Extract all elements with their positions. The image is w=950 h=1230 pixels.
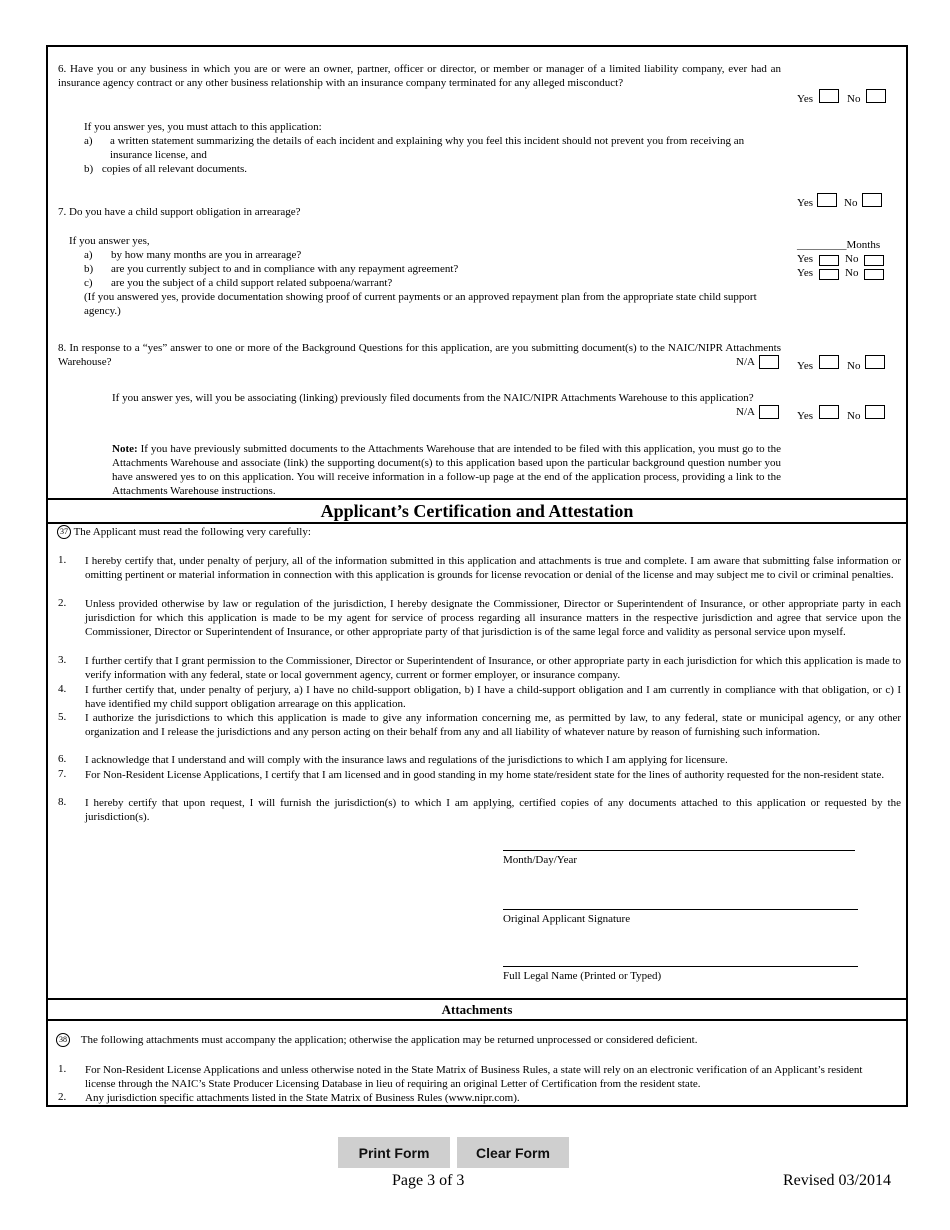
q6-item-b bbox=[84, 162, 247, 176]
page-number: Page 3 of 3 bbox=[392, 1172, 465, 1189]
cert-item-6: 6. I acknowledge that I understand and will comply with the insurance laws and regulations of the jurisdictions to which I am applying for licensure. bbox=[58, 753, 728, 766]
certification-title: Applicant’s Certification and Attestation bbox=[320, 501, 634, 521]
attachments-intro-text: The following attachments must accompany the application; otherwise the application may be returned unprocessed or considered deficient. bbox=[80, 1034, 698, 1046]
q7c-no-label: No bbox=[845, 267, 859, 279]
q8-sub-na-label: N/A bbox=[736, 406, 755, 418]
q6-question bbox=[58, 62, 781, 90]
revision-date: Revised 03/2014 bbox=[783, 1172, 891, 1189]
q7b-no-label: No bbox=[845, 253, 859, 265]
q7-no-label: No bbox=[844, 197, 858, 209]
attachment-item-1: 1. For Non-Resident License Applications and unless otherwise noted in the State Matrix of Business Rules, a state will rely on an electronic verification of an Applicant’s resident license through the NAIC’s State Producer Licensing Database in lieu of requiring an original Letter of Certification from the resident state. bbox=[58, 1063, 863, 1090]
q8-sub-yes-label: Yes bbox=[797, 410, 814, 422]
q8-question: 8. In response to a “yes” answer to one or more of the Background Questions for this application, are you submitting document(s) to the NAIC/NIPR Attachments Warehouse? bbox=[58, 342, 781, 368]
q6-no-checkbox[interactable] bbox=[866, 89, 886, 103]
q7-yes-checkbox[interactable] bbox=[817, 193, 837, 207]
q7-months-blank: _________ bbox=[797, 239, 847, 251]
cert-item-5: 5. I authorize the jurisdictions to which this application is made to give any information concerning me, as permitted by law, to any federal, state or municipal agency, or any other organization and I release the jurisdictions and any person acting on their behalf from any and all liability of whatever nature by reason of furnishing such information. bbox=[58, 711, 901, 738]
q7b-yes-checkbox[interactable] bbox=[819, 255, 839, 266]
date-line[interactable] bbox=[503, 850, 855, 851]
q7-c-label: c) bbox=[84, 277, 93, 289]
q6-text: Have you or any business in which you are or were an owner, partner, officer or director, or member or manager of a limited liability company, ever had an insurance agency contract or any other business relationship with an insurance company terminated for any alleged misconduct? bbox=[58, 63, 781, 89]
q7-if-yes: If you answer yes, bbox=[69, 235, 150, 247]
cert-item-1: 1. I hereby certify that, under penalty of perjury, all of the information submitted in this application and attachments is true and complete. I am aware that submitting false information or omitting pertinent or material information in connection with this application is grounds for license revocation or denial of the license and may subject me to civil or criminal penalties. bbox=[58, 554, 901, 581]
certification-intro bbox=[57, 525, 311, 539]
q7-months-field[interactable] bbox=[797, 238, 880, 252]
q7-a-text: by how many months are you in arrearage? bbox=[111, 249, 302, 261]
signature-label: Original Applicant Signature bbox=[503, 913, 631, 925]
q8-no-label: No bbox=[847, 360, 861, 372]
signature-line[interactable] bbox=[503, 909, 858, 910]
attachments-title: Attachments bbox=[441, 1002, 513, 1017]
q7c-yes-checkbox[interactable] bbox=[819, 269, 839, 280]
cert-item-8: 8. I hereby certify that upon request, I will furnish the jurisdiction(s) to which I am applying, certified copies of any documents attached to this application or requested by the jurisdiction(s). bbox=[58, 796, 901, 823]
q8-na-checkbox[interactable] bbox=[759, 355, 779, 369]
certification-bottom-rule bbox=[48, 522, 906, 524]
section-38-marker: 38 bbox=[56, 1033, 70, 1047]
q7-months-label: Months bbox=[846, 239, 881, 251]
q6-b-label: b) bbox=[84, 163, 94, 175]
q8-yes-label: Yes bbox=[797, 360, 814, 372]
q7-note: (If you answered yes, provide documentation showing proof of current payments or an approved repayment plan from the appropriate state child support agency.) bbox=[84, 291, 757, 317]
q8-sub-question: If you answer yes, will you be associating (linking) previously filed documents from the NAIC/NIPR Attachments Warehouse to this application? bbox=[112, 392, 754, 404]
q8-sub-no-label: No bbox=[847, 410, 861, 422]
cert-item-4: 4. I further certify that, under penalty of perjury, a) I have no child-support obligation, b) I have a child-support obligation and I am currently in compliance with that obligation, or c) I have identified my child support obligation arrearage on this application. bbox=[58, 683, 901, 710]
q7c-yes-label: Yes bbox=[797, 267, 814, 279]
q8-sub-no-checkbox[interactable] bbox=[865, 405, 885, 419]
q6-a-text: a written statement summarizing the details of each incident and explaining why you feel this incident should not prevent you from receiving an insurance license, and bbox=[110, 135, 745, 161]
q8-sub-yes-checkbox[interactable] bbox=[819, 405, 839, 419]
q7-item-b bbox=[84, 262, 458, 276]
q8-note bbox=[112, 442, 781, 498]
q6-yes-checkbox[interactable] bbox=[819, 89, 839, 103]
q8-yes-checkbox[interactable] bbox=[819, 355, 839, 369]
q8-note-text: If you have previously submitted documents to the Attachments Warehouse that are intended to be filed with this application, you must go to the Attachments Warehouse and associate (link) the supporting document(s) to this application based upon the particular background question number you have answered yes to on this application. You will receive information in a follow-up page at the end of the application process, providing a link to the Attachments Warehouse instructions. bbox=[112, 443, 781, 497]
q8-no-checkbox[interactable] bbox=[865, 355, 885, 369]
date-label: Month/Day/Year bbox=[503, 854, 578, 866]
q6-no-label: No bbox=[847, 93, 861, 105]
q7b-yes-label: Yes bbox=[797, 253, 814, 265]
q6-b-text: copies of all relevant documents. bbox=[101, 163, 248, 175]
q6-yes-label: Yes bbox=[797, 93, 814, 105]
attachments-bottom-rule bbox=[48, 1019, 906, 1021]
full-name-label: Full Legal Name (Printed or Typed) bbox=[503, 970, 662, 982]
attachments-intro bbox=[56, 1033, 697, 1047]
q6-number: 6. bbox=[58, 63, 67, 75]
q8-na-label: N/A bbox=[736, 356, 755, 368]
q7-no-checkbox[interactable] bbox=[862, 193, 882, 207]
q7-b-text: are you currently subject to and in compliance with any repayment agreement? bbox=[111, 263, 459, 275]
q7-item-c bbox=[84, 276, 392, 290]
q6-a-label: a) bbox=[84, 135, 93, 147]
print-form-button[interactable]: Print Form bbox=[338, 1137, 450, 1168]
full-name-line[interactable] bbox=[503, 966, 858, 967]
q7b-no-checkbox[interactable] bbox=[864, 255, 884, 266]
clear-form-button[interactable]: Clear Form bbox=[457, 1137, 569, 1168]
q6-if-yes: If you answer yes, you must attach to this application: bbox=[84, 121, 322, 133]
q8-note-label: Note: bbox=[112, 443, 138, 455]
form-frame bbox=[46, 45, 908, 1107]
q7-b-label: b) bbox=[84, 263, 94, 275]
q7-yes-label: Yes bbox=[797, 197, 814, 209]
cert-item-7: 7. For Non-Resident License Applications, I certify that I am licensed and in good standing in my home state/resident state for the lines of authority requested for the non-resident state. bbox=[58, 768, 885, 781]
q7-item-a bbox=[84, 248, 301, 262]
attachment-item-2: 2. Any jurisdiction specific attachments listed in the State Matrix of Business Rules (www.nipr.com). bbox=[58, 1091, 520, 1104]
q7-c-text: are you the subject of a child support related subpoena/warrant? bbox=[111, 277, 393, 289]
q6-item-a bbox=[84, 134, 774, 162]
q7c-no-checkbox[interactable] bbox=[864, 269, 884, 280]
cert-item-3: 3. I further certify that I grant permission to the Commissioner, Director or Superintendent of Insurance, or other appropriate party in each jurisdiction for which this application is made to verify information with any federal, state or local government agency, current or former employer, or insurance company. bbox=[58, 654, 901, 681]
certification-intro-text: The Applicant must read the following very carefully: bbox=[73, 526, 311, 538]
cert-item-2: 2. Unless provided otherwise by law or regulation of the jurisdiction, I hereby designate the Commissioner, Director or Superintendent of Insurance, or other appropriate party in each jurisdiction for which this application is made to be my agent for service of process regarding all insurance matters in the respective jurisdiction and agree that service upon the Commissioner, Director or Superintendent of Insurance, or other appropriate party of that jurisdiction is of the same legal force and validity as personal service upon myself. bbox=[58, 597, 901, 638]
q7-a-label: a) bbox=[84, 249, 93, 261]
section-37-marker: 37 bbox=[57, 525, 71, 539]
attachments-top-rule bbox=[48, 998, 906, 1000]
q8-sub-na-checkbox[interactable] bbox=[759, 405, 779, 419]
q7-question: 7. Do you have a child support obligation in arrearage? bbox=[58, 206, 301, 218]
